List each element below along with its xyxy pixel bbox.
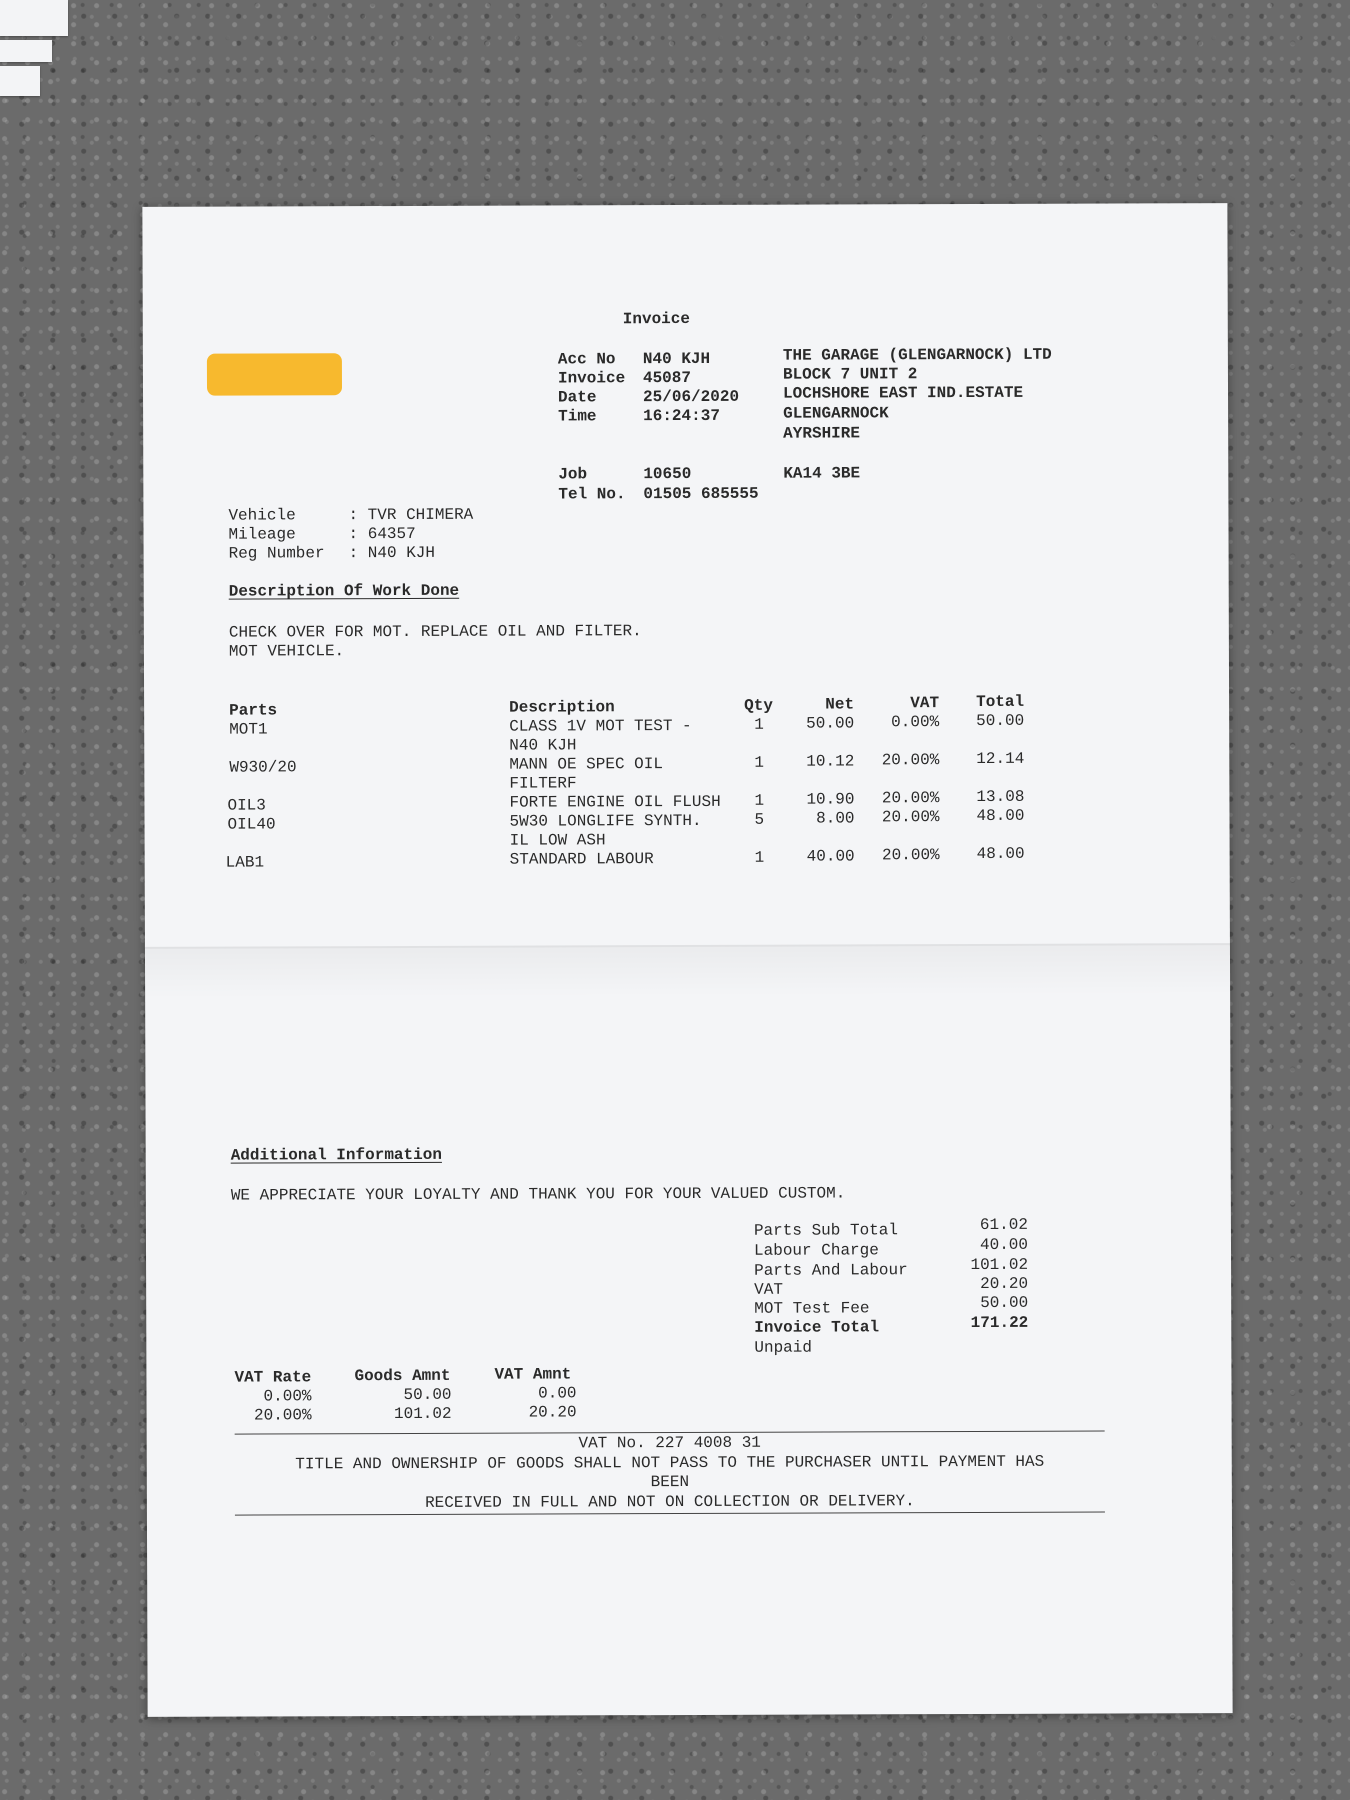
totals-value: 20.20 bbox=[980, 1274, 1029, 1293]
part-total: 48.00 bbox=[976, 806, 1025, 825]
part-net: 40.00 bbox=[806, 847, 855, 866]
date-label: Date bbox=[558, 388, 597, 407]
part-vat: 20.00% bbox=[881, 789, 940, 808]
tel-value: 01505 685555 bbox=[643, 484, 759, 504]
totals-label: MOT Test Fee bbox=[754, 1299, 870, 1318]
vat-amount: 20.20 bbox=[528, 1403, 577, 1422]
totals-value: 61.02 bbox=[979, 1215, 1028, 1234]
page-title: Invoice bbox=[622, 309, 691, 329]
company-name: THE GARAGE (GLENGARNOCK) LTD bbox=[782, 345, 1052, 365]
part-description: CLASS 1V MOT TEST - bbox=[509, 716, 692, 736]
part-description: IL LOW ASH bbox=[509, 831, 606, 850]
part-vat: 0.00% bbox=[891, 713, 940, 732]
job-value: 10650 bbox=[643, 464, 692, 484]
totals-label: Parts Sub Total bbox=[753, 1221, 899, 1240]
work-line: MOT VEHICLE. bbox=[228, 642, 345, 661]
vat-rate-header: VAT Rate bbox=[234, 1368, 312, 1387]
terms-line: RECEIVED IN FULL AND NOT ON COLLECTION OR DELIVERY. bbox=[425, 1492, 915, 1512]
totals-value: 40.00 bbox=[979, 1235, 1029, 1254]
part-net: 8.00 bbox=[816, 809, 855, 828]
additional-text: WE APPRECIATE YOUR LOYALTY AND THANK YOU FOR YOUR VALUED CUSTOM. bbox=[230, 1184, 846, 1205]
acc-value: N40 KJH bbox=[642, 349, 711, 369]
time-label: Time bbox=[558, 407, 597, 426]
description-header: Description bbox=[509, 698, 615, 717]
background-papers bbox=[0, 0, 70, 100]
vat-rate: 20.00% bbox=[253, 1406, 312, 1425]
part-total: 50.00 bbox=[976, 711, 1025, 730]
totals-label: Parts And Labour bbox=[754, 1261, 908, 1280]
part-code: OIL3 bbox=[227, 796, 266, 815]
work-line: CHECK OVER FOR MOT. REPLACE OIL AND FILTER. bbox=[228, 622, 642, 642]
totals-label: Labour Charge bbox=[753, 1241, 879, 1260]
part-vat: 20.00% bbox=[881, 808, 940, 827]
job-label: Job bbox=[558, 465, 588, 484]
part-description: MANN OE SPEC OIL bbox=[509, 755, 663, 774]
reg-label: Reg Number bbox=[228, 544, 325, 563]
vat-amount-header: VAT Amnt bbox=[494, 1365, 572, 1384]
part-qty: 5 bbox=[754, 810, 765, 829]
vat-rate: 0.00% bbox=[263, 1387, 312, 1406]
invoice-total-label: Invoice Total bbox=[754, 1318, 880, 1337]
work-heading: Description Of Work Done bbox=[228, 581, 460, 601]
net-header: Net bbox=[825, 695, 855, 714]
vat-header: VAT bbox=[910, 694, 940, 713]
totals-value: 50.00 bbox=[980, 1293, 1029, 1312]
tel-label: Tel No. bbox=[558, 485, 626, 504]
part-qty: 1 bbox=[754, 791, 765, 810]
part-qty: 1 bbox=[754, 753, 764, 772]
vehicle-value: : TVR CHIMERA bbox=[348, 505, 474, 525]
terms-line: BEEN bbox=[650, 1472, 690, 1492]
company-address-line: LOCHSHORE EAST IND.ESTATE bbox=[782, 383, 1024, 403]
payment-status: Unpaid bbox=[754, 1338, 812, 1357]
vat-number: VAT No. 227 4008 31 bbox=[578, 1433, 761, 1453]
mileage-value: : 64357 bbox=[348, 524, 416, 544]
additional-heading: Additional Information bbox=[230, 1145, 442, 1165]
part-vat: 20.00% bbox=[881, 846, 940, 865]
part-code: W930/20 bbox=[229, 758, 297, 777]
part-net: 10.90 bbox=[806, 790, 855, 809]
terms-line: TITLE AND OWNERSHIP OF GOODS SHALL NOT PASS TO THE PURCHASER UNTIL PAYMENT HAS bbox=[295, 1452, 1045, 1474]
part-description: STANDARD LABOUR bbox=[509, 850, 654, 869]
part-net: 10.12 bbox=[806, 752, 855, 771]
invoice-total-value: 171.22 bbox=[970, 1313, 1029, 1333]
part-qty: 1 bbox=[754, 848, 765, 867]
vat-amount: 0.00 bbox=[538, 1384, 577, 1403]
part-description: N40 KJH bbox=[509, 736, 577, 755]
goods-amount: 101.02 bbox=[393, 1404, 452, 1424]
totals-label: VAT bbox=[754, 1280, 783, 1299]
invoice-page bbox=[142, 203, 1232, 1717]
time-value: 16:24:37 bbox=[643, 406, 720, 426]
part-total: 12.14 bbox=[976, 749, 1025, 768]
qty-header: Qty bbox=[744, 696, 773, 715]
vehicle-label: Vehicle bbox=[228, 506, 296, 525]
part-net: 50.00 bbox=[806, 714, 855, 733]
invoice-label: Invoice bbox=[557, 369, 626, 388]
reg-value: : N40 KJH bbox=[348, 543, 436, 563]
company-address-line: AYRSHIRE bbox=[783, 424, 861, 443]
redaction-block bbox=[207, 353, 342, 395]
part-code: OIL40 bbox=[227, 815, 276, 834]
part-description: FILTERF bbox=[509, 774, 577, 793]
part-description: FORTE ENGINE OIL FLUSH bbox=[509, 792, 721, 812]
company-address-line: BLOCK 7 UNIT 2 bbox=[782, 365, 918, 384]
part-total: 48.00 bbox=[976, 844, 1025, 863]
company-postcode: KA14 3BE bbox=[783, 464, 861, 483]
part-code: MOT1 bbox=[229, 720, 268, 739]
acc-label: Acc No bbox=[557, 350, 616, 369]
parts-header: Parts bbox=[229, 701, 278, 720]
total-header: Total bbox=[976, 692, 1025, 711]
part-vat: 20.00% bbox=[881, 751, 940, 770]
part-description: 5W30 LONGLIFE SYNTH. bbox=[509, 811, 702, 831]
goods-amount-header: Goods Amnt bbox=[354, 1366, 451, 1386]
mileage-label: Mileage bbox=[228, 525, 296, 544]
part-total: 13.08 bbox=[976, 787, 1025, 806]
part-code: LAB1 bbox=[225, 853, 265, 872]
invoice-value: 45087 bbox=[642, 368, 692, 388]
date-value: 25/06/2020 bbox=[643, 387, 740, 407]
totals-value: 101.02 bbox=[970, 1255, 1029, 1275]
company-address-line: GLENGARNOCK bbox=[783, 404, 889, 423]
goods-amount: 50.00 bbox=[403, 1385, 452, 1404]
part-qty: 1 bbox=[754, 715, 764, 734]
